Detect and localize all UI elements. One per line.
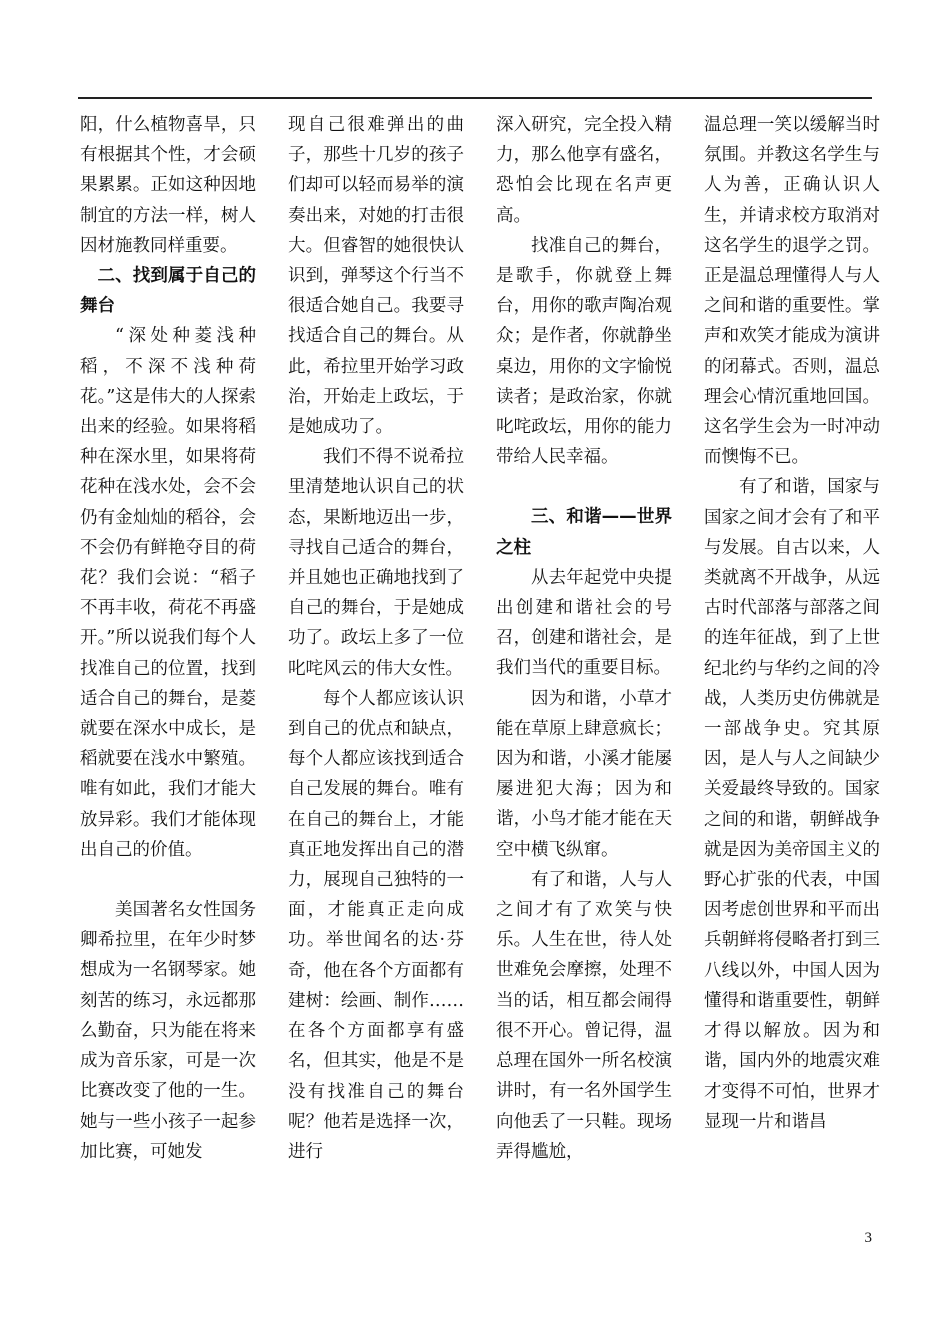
text-column-2 <box>288 110 464 1167</box>
body-paragraph: 因为和谐，小草才能在草原上肆意疯长；因为和谐，小溪才能屡屡进犯大海；因为和谐，小鸟才能才能在天空中横飞纵窜。 <box>496 688 672 860</box>
body-paragraph: 从去年起党中央提出创建和谐社会的号召，创建和谐社会，是我们当代的重要目标。 <box>496 567 672 679</box>
paragraph-gap <box>496 472 672 502</box>
body-paragraph: “深处种菱浅种稻，不深不浅种荷花。”这是伟大的人探索出来的经验。如果将稻种在深水里，如果将荷花种在浅水处，会不会仍有金灿灿的稻谷，会不会仍有鲜艳夺目的荷花？我们会说：“稻子不再丰收，荷花不再盛开。”所以说我们每个人找准自己的位置，找到适合自己的舞台，是菱就要在深水中成长，是稻就要在浅水中繁殖。唯有如此，我们才能大放异彩。我们才能体现出自己的价值。 <box>80 326 256 860</box>
section-heading: 二、找到属于自己的舞台 <box>80 266 256 317</box>
section-heading: 三、和谐——世界之柱 <box>496 507 672 558</box>
body-paragraph: 找准自己的舞台，是歌手，你就登上舞台，用你的歌声陶冶观众；是作者，你就静坐桌边，用你的文字愉悦读者；是政治家，你就叱咤政坛，用你的能力带给人民幸福。 <box>496 235 672 468</box>
body-paragraph: 现自己很难弹出的曲子，那些十几岁的孩子们却可以轻而易举的演奏出来，对她的打击很大。但睿智的她很快认识到，弹琴这个行当不很适合她自己。我要寻找适合自己的舞台。从此，希拉里开始学习政治，开始走上政坛，于是她成功了。 <box>288 115 464 438</box>
body-paragraph: 深入研究，完全投入精力，那么他享有盛名，恐怕会比现在名声更高。 <box>496 115 672 226</box>
body-paragraph: 阳，什么植物喜旱，只有根据其个性，才会硕果累累。正如这种因地制宜的方法一样，树人因材施教同样重要。 <box>80 115 256 256</box>
text-column-4 <box>704 110 880 1137</box>
body-paragraph: 有了和谐，国家与国家之间才会有了和平与发展。自古以来，人类就离不开战争，从远古时代部落与部落之间的连年征战，到了上世纪北约与华约之间的冷战，人类历史仿佛就是一部战争史。究其原因，是人与人之间缺少关爱最终导致的。国家之间的和谐，朝鲜战争就是因为美帝国主义的野心扩张的代表，中国因考虑创世界和平而出兵朝鲜将侵略者打到三八线以外，中国人因为懂得和谐重要性，朝鲜才得以解放。因为和谐，国内外的地震灾难才变得不可怕，世界才显现一片和谐昌 <box>704 477 880 1132</box>
body-paragraph: 有了和谐，人与人之间才有了欢笑与快乐。人生在世，待人处世难免会摩擦，处理不当的话，相互都会闹得很不开心。曾记得，温总理在国外一所名校演讲时，有一名外国学生向他丢了一只鞋。现场弄得尴尬， <box>496 869 672 1162</box>
page-number: 3 <box>864 1230 872 1246</box>
paragraph-gap <box>80 865 256 895</box>
text-column-1 <box>80 110 256 1167</box>
body-paragraph: 我们不得不说希拉里清楚地认识自己的状态，果断地迈出一步，寻找自己适合的舞台，并且她也正确地找到了自己的舞台，于是她成功了。政坛上多了一位叱咤风云的伟大女性。 <box>288 447 464 679</box>
body-paragraph: 温总理一笑以缓解当时氛围。并教这名学生与人为善，正确认识人生，并请求校方取消对这名学生的退学之罚。正是温总理懂得人与人之间和谐的重要性。掌声和欢笑才能成为演讲的闭幕式。否则，温总理会心情沉重地回国。这名学生会为一时冲动而懊悔不已。 <box>704 115 880 468</box>
body-paragraph: 每个人都应该认识到自己的优点和缺点，每个人都应该找到适合自己发展的舞台。唯有在自己的舞台上，才能真正地发挥出自己的潜力，展现自己独特的一面，才能真正走向成功。举世闻名的达·芬奇，他在各个方面都有建树：绘画、制作……在各个方面都享有盛名，但其实，他是不是没有找准自己的舞台呢？他若是选择一次，进行 <box>288 688 464 1162</box>
body-paragraph: 美国著名女性国务卿希拉里，在年少时梦想成为一名钢琴家。她刻苦的练习，永远都那么勤奋，只为能在将来成为音乐家，可是一次比赛改变了他的一生。她与一些小孩子一起参加比赛，可她发 <box>80 900 256 1162</box>
header-rule <box>78 97 872 99</box>
text-column-3 <box>496 110 672 1167</box>
